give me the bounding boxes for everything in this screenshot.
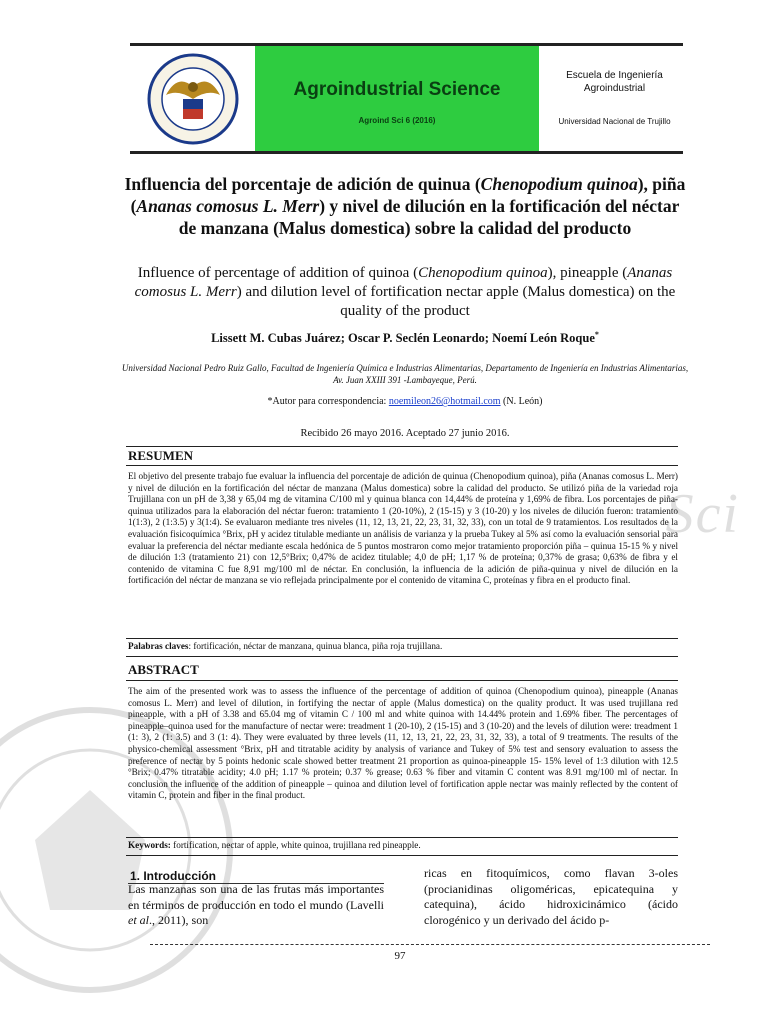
intro-heading: 1. Introducción <box>130 869 217 883</box>
correspondence-email-link[interactable]: noemileon26@hotmail.com <box>388 396 501 407</box>
abstract-kw-rule <box>126 837 678 838</box>
abstract-heading: ABSTRACT <box>128 662 199 677</box>
received-dates: Recibido 26 mayo 2016. Aceptado 27 junio 2016. <box>300 428 510 439</box>
resumen-keywords: Palabras claves: fortificación, néctar de manzana, quinua blanca, piña roja trujillana. <box>128 641 443 651</box>
page-number: 97 <box>394 950 406 962</box>
header-bottom-rule <box>130 151 683 154</box>
abstract-bottom-rule <box>126 855 678 856</box>
author-list: Lissett M. Cubas Juárez; Oscar P. Seclén Leonardo; Noemí León Roque* <box>211 330 599 346</box>
title-english: Influence of percentage of addition of quinoa (Chenopodium quinoa), pineapple (Ananas comosus L. Merr) and dilution level of fortification nectar apple (Malus domestica) on the quality of the product <box>134 265 676 319</box>
resumen-text: El objetivo del presente trabajo fue evaluar la influencia del porcentaje de adición de quinua (Chenopodium quinoa), piña (Ananas comosus L. Merr) y nivel de dilución en la fortificación del néctar de manzana (Malus domestica) sobre la calidad del producto. Se utilizó piña de la variedad roja Trujillana con un pH de 3,38 y 65,04 mg de vitamina C/100 ml y quinua blanca con 14,44% de proteína y 1,69% de fibra. Los porcentajes de piña-quinua utilizados para la elaboración del néctar fueron: tratamiento 1 (20-10%), 2 (15-15) y 3 (10-20) y los niveles de dilución fueron: tratamiento 1(1:3), 2 (1:3.5) y 3(1:4). Se evaluaron mediante tres niveles (11, 12, 13, 21, 22, 23, 31, 32, 33), con un total de 9 tratamientos. Los resultados de la evaluación fisicoquímica °Brix, pH y acidez titulable mediante un análisis de varianza y la prueba Tukey al 5% así como la evaluación sensorial para evaluar la preferencia del néctar mediante escala hedónica de 5 puntos mostraron como mejor tratamiento proporción piña – quinua 15-15 % y nivel de dilución 1:3 (tratamiento 21) con 12,5°Brix; 0,47% de acidez titulable; 4,0 de pH; 1,17 % de proteína; 0,37% de grasa; 0,63% de fibra y el contenido de vitamina C fue 8,91 mg/100 ml de néctar. En conclusión, la influencia de la adición de piña-quinua y nivel de dilución en la fortificación del néctar de manzana se vio reflejada principalmente por el contenido de vitamina C, proteínas y fibra en el producto final. <box>128 471 678 586</box>
journal-issue: Agroind Sci 6 (2016) <box>358 116 436 125</box>
university-seal-icon <box>138 51 248 147</box>
university-name: Universidad Nacional de Trujillo <box>558 117 671 126</box>
school-line-2: Agroindustrial <box>583 83 646 94</box>
resumen-heading: RESUMEN <box>128 448 194 463</box>
intro-column-left: Las manzanas son una de las frutas más importantes en términos de producción en todo el mundo (Lavelli et al., 2011), son <box>128 882 384 927</box>
resumen-top-rule <box>126 446 678 447</box>
footer-rule <box>150 944 710 945</box>
abstract-heading-rule <box>126 680 678 681</box>
journal-name: Agroindustrial Science <box>293 79 501 100</box>
abstract-text: The aim of the presented work was to assess the influence of the percentage of addition of quinoa (Chenopodium quinoa), pineapple (Ananas comosus L. Merr) and level of dilution, in fortifying the nectar of apple (Malus domestica) on the quality product. It was used trujillana red pineapple, with a pH of 3.38 and 65.04 mg of vitamin C / 100 ml and white quinoa with 14.44% protein and 1.69% fiber. The percentages of pineapple–quinoa used for the manufacture of nectar were: treadment 1 (20-10), 2 (15-15) and 3 (10-20) and the levels of dilution were: treadment 1 (1: 3), 2 (1: 3.5) and 3 (1: 4). They were evaluated by three levels (11, 12, 13, 21, 22, 23, 31, 32, 33), a total of 9 treatments. The results of the physico-chemical assessment °Brix, pH and titratable acidity by analysis of variance and Tukey of 5% test and sensory evaluation to assess the preference of nectar by 5 points hedonic scale showed better treatment 21 proportion as quinoa-pineapple 15- 15% level of 1:3 dilution with 12.5 °Brix; 0.47% titratable acidity; 4.0 pH; 1.17 % protein; 0.37 % grease; 0.63 % fiber and vitamin C content was 8.91 mg/100 ml of nectar. In conclusion the influence of the addition of pineapple – quinoa and dilution level of fortification apple nectar was mainly reflected by the content of vitamin C, protein and fiber in the final product. <box>128 686 678 801</box>
school-line-1: Escuela de Ingeniería <box>566 70 663 81</box>
school-name <box>546 69 683 95</box>
resumen-heading-rule <box>126 465 678 466</box>
affiliation: Universidad Nacional Pedro Ruiz Gallo, Facultad de Ingeniería Química e Industrias Alimentarias, Departamento de Ingeniería en Industrias Alimentarias, Av. Juan XXIII 391 -Lambayeque, Perú. <box>121 363 689 385</box>
correspondence: *Autor para correspondencia: noemileon26@hotmail.com (N. León) <box>267 396 543 407</box>
watermark-text: Sci <box>665 483 740 545</box>
journal-header <box>130 43 683 155</box>
abstract-keywords: Keywords: fortification, nectar of apple, white quinoa, trujillana red pineapple. <box>128 840 421 850</box>
resumen-kw-rule <box>126 638 678 639</box>
intro-column-right: ricas en fitoquímicos, como flavan 3-oles (procianidinas oligoméricas, epicatequina y catequina), ácido hidroxicinámico (ácido clorogénico y un derivado del ácido p- <box>424 866 678 927</box>
journal-banner <box>255 46 539 151</box>
resumen-bottom-rule <box>126 656 678 657</box>
title-spanish: Influencia del porcentaje de adición de quinua (Chenopodium quinoa), piña (Ananas comosus L. Merr) y nivel de dilución en la fortificación del néctar de manzana (Malus domestica) sobre la calidad del producto <box>124 174 686 238</box>
